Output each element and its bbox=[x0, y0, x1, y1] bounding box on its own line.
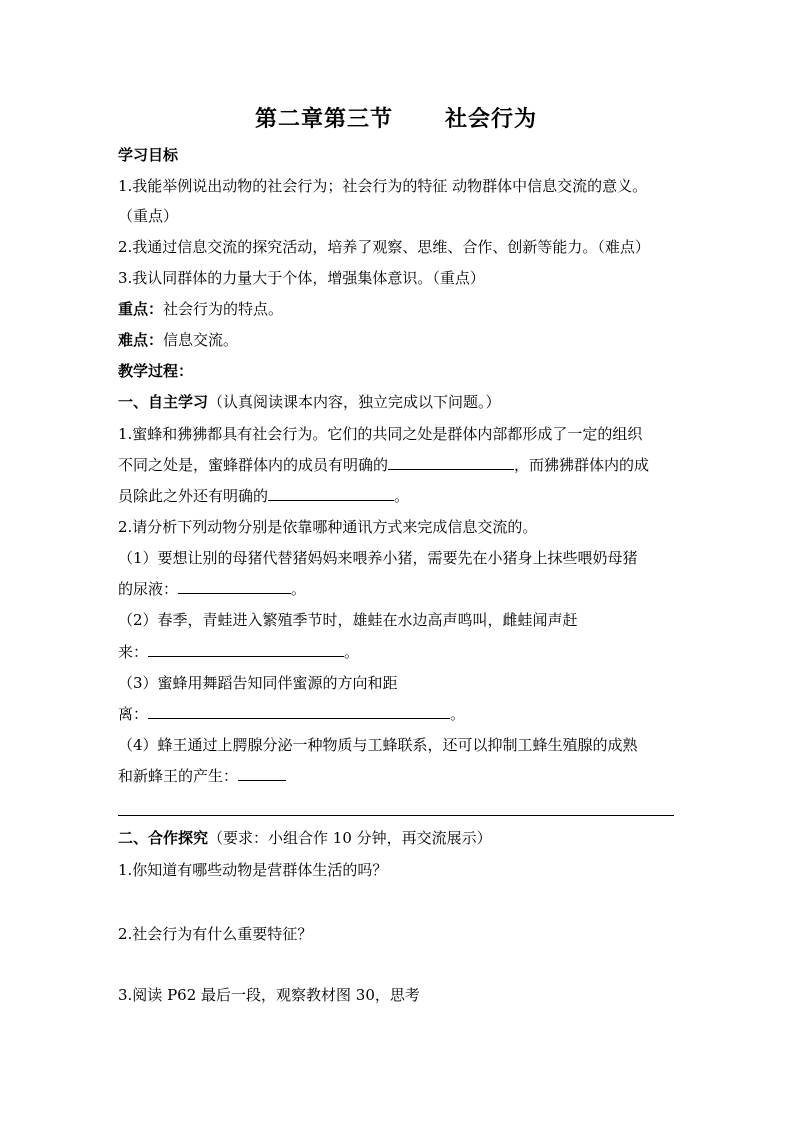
question-2-3-line-2 bbox=[118, 704, 465, 724]
cooperative-question-3: 3.阅读 P62 最后一段，观察教材图 30，思考 bbox=[118, 986, 420, 1004]
answer-blank[interactable] bbox=[238, 766, 286, 781]
cooperative-heading-line bbox=[118, 828, 492, 848]
question-1-line-3 bbox=[118, 486, 409, 506]
q2-1-text: 的尿液： bbox=[118, 580, 179, 598]
process-heading: 教学过程： bbox=[118, 362, 194, 380]
answer-blank[interactable] bbox=[178, 579, 291, 594]
question-2-2-line-2 bbox=[118, 642, 359, 662]
question-2-4-line-2 bbox=[118, 766, 286, 786]
q1-text-d: 。 bbox=[394, 487, 410, 505]
self-study-heading-line bbox=[118, 392, 501, 412]
difficulty bbox=[118, 330, 238, 350]
answer-underline-full[interactable] bbox=[118, 815, 674, 816]
objectives-heading: 学习目标 bbox=[118, 146, 179, 164]
self-study-note: （认真阅读课本内容，独立完成以下问题。） bbox=[208, 393, 501, 411]
cooperative-heading: 二、合作探究 bbox=[118, 829, 209, 847]
self-study-heading: 一、自主学习 bbox=[118, 393, 209, 411]
question-2-4-line-1: （4）蜂王通过上腭腺分泌一种物质与工蜂联系，还可以抑制工蜂生殖腺的成熟 bbox=[118, 736, 638, 754]
objective-1: 1.我能举例说出动物的社会行为；社会行为的特征 动物群体中信息交流的意义。 bbox=[118, 177, 648, 195]
difficulty-label: 难点： bbox=[118, 331, 164, 349]
q2-3-end: 。 bbox=[450, 705, 466, 723]
page-title: 第二章第三节 社会行为 bbox=[255, 106, 537, 132]
question-2-2-line-1: （2）春季，青蛙进入繁殖季节时，雄蛙在水边高声鸣叫，雌蛙闻声赶 bbox=[118, 611, 578, 629]
key-point bbox=[118, 299, 283, 319]
q1-text-a: 不同之处是，蜜蜂群体内的成员有明确的 bbox=[118, 456, 389, 474]
answer-blank[interactable] bbox=[268, 486, 394, 501]
answer-blank[interactable] bbox=[388, 455, 514, 470]
question-2-1-line-1: （1）要想让别的母猪代替猪妈妈来喂养小猪，需要先在小猪身上抹些喂奶母猪 bbox=[118, 549, 638, 567]
question-2-1-line-2 bbox=[118, 579, 306, 599]
cooperative-question-2: 2.社会行为有什么重要特征？ bbox=[118, 925, 313, 943]
answer-blank[interactable] bbox=[148, 642, 344, 657]
q2-3-text: 离： bbox=[118, 705, 149, 723]
cooperative-question-1: 1.你知道有哪些动物是营群体生活的吗？ bbox=[118, 861, 388, 879]
key-point-text: 社会行为的特点。 bbox=[163, 300, 284, 318]
question-1-line-1: 1.蜜蜂和狒狒都具有社会行为。它们的共同之处是群体内部都形成了一定的组织 bbox=[118, 425, 643, 443]
q1-text-b: ，而狒狒群体内的成 bbox=[514, 456, 650, 474]
difficulty-text: 信息交流。 bbox=[163, 331, 239, 349]
question-2-3-line-1: （3）蜜蜂用舞蹈告知同伴蜜源的方向和距 bbox=[118, 674, 398, 692]
q2-1-end: 。 bbox=[291, 580, 307, 598]
objective-3: 3.我认同群体的力量大于个体，增强集体意识。（重点） bbox=[118, 269, 485, 287]
q2-2-text: 来： bbox=[118, 643, 149, 661]
objective-1-continued: （重点） bbox=[118, 207, 179, 225]
key-point-label: 重点： bbox=[118, 300, 164, 318]
question-1-line-2 bbox=[118, 455, 649, 475]
cooperative-note: （要求：小组合作 10 分钟，再交流展示） bbox=[208, 829, 492, 847]
objective-2: 2.我通过信息交流的探究活动，培养了观察、思维、合作、创新等能力。（难点） bbox=[118, 238, 650, 256]
question-2: 2.请分析下列动物分别是依靠哪种通讯方式来完成信息交流的。 bbox=[118, 518, 538, 536]
q2-4-text: 和新蜂王的产生： bbox=[118, 767, 239, 785]
q2-2-end: 。 bbox=[344, 643, 360, 661]
answer-blank[interactable] bbox=[148, 704, 450, 719]
q1-text-c: 员除此之外还有明确的 bbox=[118, 487, 269, 505]
